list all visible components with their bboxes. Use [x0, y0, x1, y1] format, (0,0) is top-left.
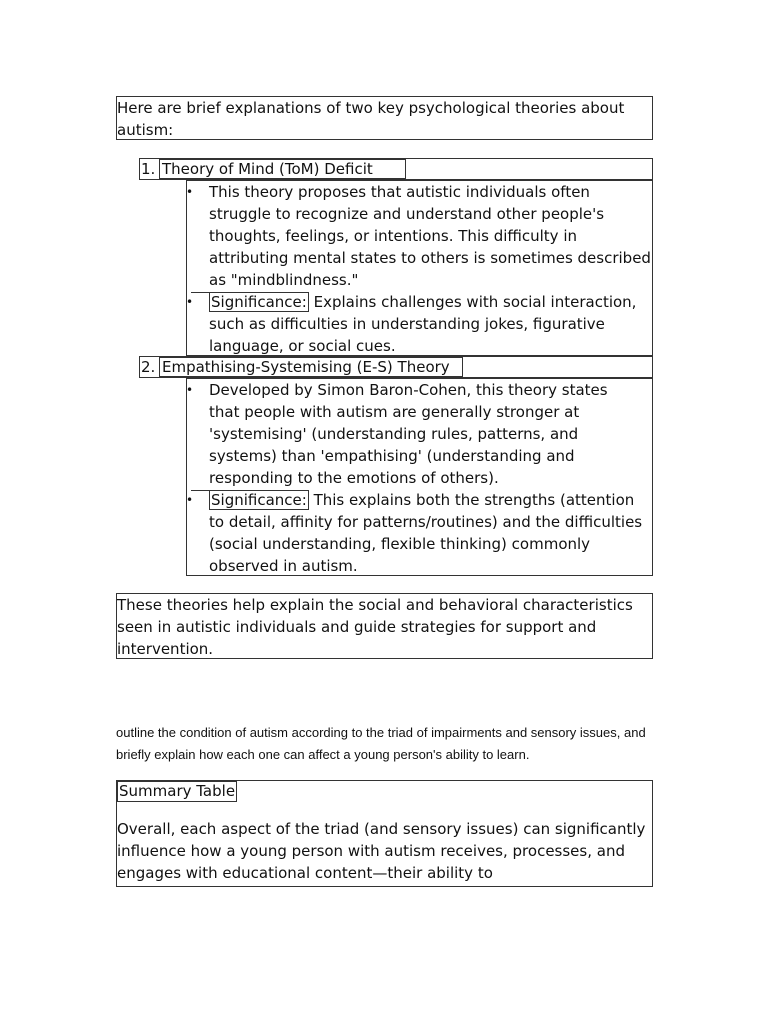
bullet-icon: • — [186, 383, 194, 397]
list-item — [187, 291, 654, 357]
section-1-title: Theory of Mind (ToM) Deficit — [159, 159, 406, 179]
section-1-significance-text: Explains challenges with social interaction, such as difficulties in understanding jokes, figurative language, or social cues. — [209, 293, 637, 355]
section-1-bullet-1-text: This theory proposes that autistic individuals often struggle to recognize and understand other people's thoughts, feelings, or intentions. This difficulty in attributing mental states to others is sometimes described as "mindblindness." — [209, 183, 651, 289]
bullet-icon: • — [186, 295, 194, 309]
summary-title: Summary Table — [119, 782, 236, 800]
bullet-icon: • — [186, 185, 194, 199]
conclusion-paragraph — [116, 593, 653, 659]
prompt-text: outline the condition of autism according to the triad of impairments and sensory issues, and briefly explain how each one can affect a young person's ability to learn. — [116, 725, 646, 762]
list-item — [187, 181, 654, 291]
conclusion-text: These theories help explain the social and behavioral characteristics seen in autistic individuals and guide strategies for support and intervention. — [117, 596, 633, 658]
section-2-title: Empathising-Systemising (E-S) Theory — [159, 357, 463, 377]
section-1-bullets — [186, 180, 653, 356]
intro-text: Here are brief explanations of two key psychological theories about autism: — [117, 99, 625, 139]
section-2-significance-label: Significance: — [211, 491, 307, 509]
section-1-number: 1. — [141, 160, 156, 178]
summary-section — [116, 780, 653, 887]
section-1-heading — [139, 158, 653, 180]
summary-text: Overall, each aspect of the triad (and sensory issues) can significantly influence how a young person with autism receives, processes, and engages with educational content—their ability to — [117, 820, 646, 882]
list-item — [187, 379, 634, 489]
section-1-significance-label: Significance: — [211, 293, 307, 311]
section-2-bullet-1-text: Developed by Simon Baron-Cohen, this theory states that people with autism are generally stronger at 'systemising' (understanding rules, patterns, and systems) than 'empathising' (understanding and responding to the emotions of others). — [209, 381, 608, 487]
section-2-significance-text: This explains both the strengths (attention to detail, affinity for patterns/routines) and the difficulties (social understanding, flexible thinking) commonly observed in autism. — [209, 491, 643, 575]
section-2-bullets — [186, 378, 653, 576]
section-2-number: 2. — [141, 358, 156, 376]
section-2-heading — [139, 356, 653, 378]
bullet-icon: • — [186, 493, 194, 507]
intro-paragraph — [116, 96, 653, 140]
list-item — [187, 489, 654, 577]
